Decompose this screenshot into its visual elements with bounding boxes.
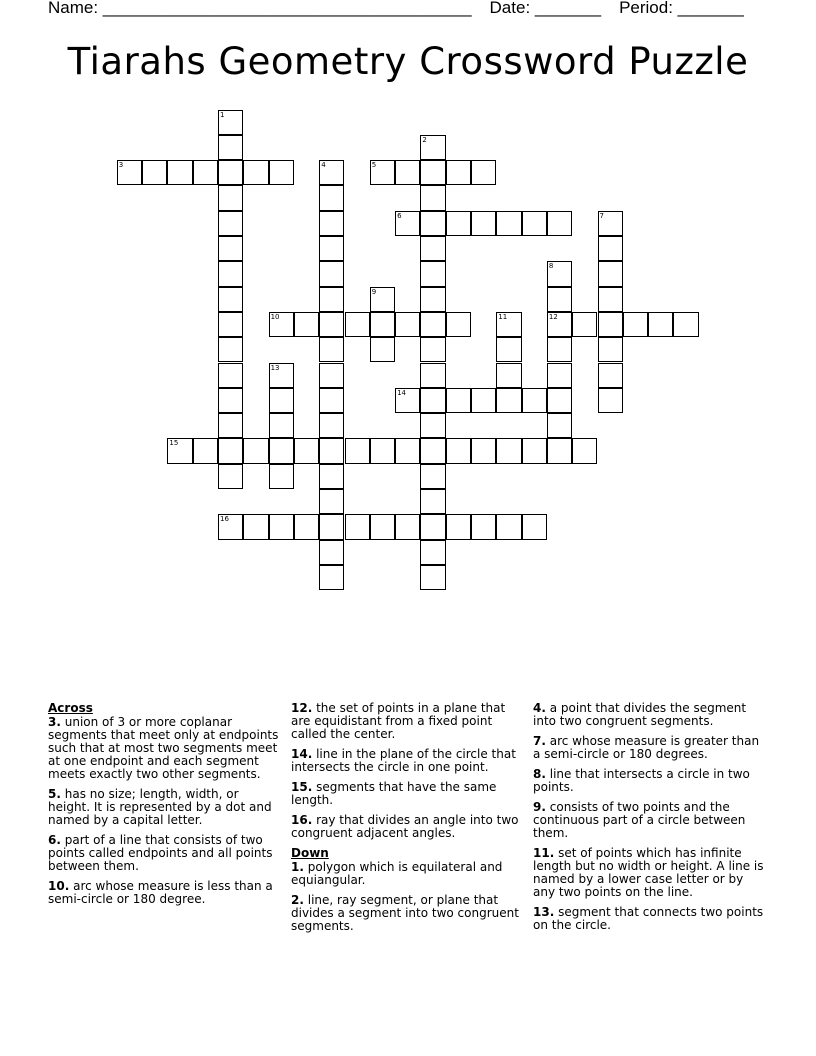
grid-cell[interactable]: [218, 211, 243, 236]
grid-cell[interactable]: [319, 514, 344, 539]
grid-cell[interactable]: [598, 337, 623, 362]
grid-cell[interactable]: [319, 540, 344, 565]
grid-cell[interactable]: [294, 514, 319, 539]
grid-cell[interactable]: [319, 261, 344, 286]
clues-column-1: [48, 702, 280, 913]
grid-cell[interactable]: [522, 438, 547, 463]
clue-item: [48, 716, 280, 781]
clue-item-number: 13.: [533, 905, 555, 919]
clue-item-text: segments that have the same length.: [291, 780, 497, 807]
grid-cell[interactable]: [395, 211, 420, 236]
grid-cell[interactable]: [117, 160, 142, 185]
clue-item: [533, 906, 765, 932]
grid-cell[interactable]: [522, 211, 547, 236]
grid-cell[interactable]: [572, 438, 597, 463]
grid-cell[interactable]: [218, 413, 243, 438]
grid-cell[interactable]: [471, 438, 496, 463]
grid-cell[interactable]: [420, 211, 445, 236]
grid-cell[interactable]: [218, 135, 243, 160]
grid-cell[interactable]: [142, 160, 167, 185]
grid-cell[interactable]: [319, 185, 344, 210]
grid-cell[interactable]: [598, 236, 623, 261]
grid-cell[interactable]: [446, 388, 471, 413]
clue-number: 15: [169, 439, 179, 448]
grid-cell[interactable]: [598, 261, 623, 286]
clue-number: 4: [321, 161, 326, 170]
grid-cell[interactable]: [547, 363, 572, 388]
grid-cell[interactable]: [218, 388, 243, 413]
date-field[interactable]: _______: [534, 0, 602, 17]
clue-number: 2: [422, 135, 427, 144]
clue-number: 1: [220, 110, 225, 119]
grid-cell[interactable]: [547, 287, 572, 312]
clue-item-number: 6.: [48, 833, 61, 847]
grid-cell[interactable]: [420, 413, 445, 438]
clue-item-number: 4.: [533, 701, 546, 715]
grid-cell[interactable]: [420, 337, 445, 362]
clue-item: [533, 735, 765, 761]
grid-cell[interactable]: [218, 312, 243, 337]
grid-cell[interactable]: [496, 211, 521, 236]
clue-item-number: 15.: [291, 780, 313, 794]
across-heading: Across: [48, 701, 93, 715]
grid-cell[interactable]: [269, 413, 294, 438]
grid-cell[interactable]: [319, 388, 344, 413]
clue-number: 3: [118, 161, 124, 170]
grid-cell[interactable]: [218, 514, 243, 539]
clue-item-text: ray that divides an angle into two congruent adjacent angles.: [291, 813, 519, 840]
clue-item-number: 9.: [533, 800, 546, 814]
grid-cell[interactable]: [547, 261, 572, 286]
grid-cell[interactable]: [420, 540, 445, 565]
grid-cell[interactable]: [471, 160, 496, 185]
name-field[interactable]: _______________________________________: [102, 0, 472, 17]
clues-column-2: [291, 702, 523, 940]
grid-cell[interactable]: [319, 363, 344, 388]
grid-cell[interactable]: [319, 236, 344, 261]
clue-item-text: line that intersects a circle in two points.: [533, 767, 750, 794]
grid-cell[interactable]: [420, 261, 445, 286]
grid-cell[interactable]: [319, 287, 344, 312]
name-label: Name:: [48, 0, 103, 17]
grid-cell[interactable]: [522, 388, 547, 413]
grid-cell[interactable]: [395, 312, 420, 337]
clue-item-text: the set of points in a plane that are equidistant from a fixed point called the center.: [291, 701, 506, 741]
grid-cell[interactable]: [446, 438, 471, 463]
clue-item-number: 11.: [533, 846, 555, 860]
student-info-line: [48, 0, 768, 20]
puzzle-title: Tiarahs Geometry Crossword Puzzle: [67, 40, 749, 83]
grid-cell[interactable]: [395, 438, 420, 463]
clue-number: 9: [371, 287, 377, 296]
grid-cell[interactable]: [420, 388, 445, 413]
clue-item: [291, 702, 523, 741]
down-heading: Down: [291, 846, 329, 860]
grid-cell[interactable]: [193, 438, 218, 463]
clue-item-number: 5.: [48, 787, 61, 801]
grid-cell[interactable]: [496, 388, 521, 413]
grid-cell[interactable]: [269, 464, 294, 489]
grid-cell[interactable]: [598, 388, 623, 413]
grid-cell[interactable]: [420, 363, 445, 388]
grid-cell[interactable]: [547, 438, 572, 463]
clue-item-number: 2.: [291, 893, 304, 907]
grid-cell[interactable]: [598, 211, 623, 236]
grid-cell[interactable]: [319, 312, 344, 337]
grid-cell[interactable]: [218, 185, 243, 210]
clue-number: 10: [270, 312, 280, 321]
grid-cell[interactable]: [218, 261, 243, 286]
grid-cell[interactable]: [218, 160, 243, 185]
clue-number: 5: [371, 161, 377, 170]
grid-cell[interactable]: [547, 337, 572, 362]
grid-cell[interactable]: [319, 413, 344, 438]
clue-number: 6: [397, 211, 402, 220]
date-label: Date:: [489, 0, 535, 17]
grid-cell[interactable]: [243, 514, 268, 539]
grid-cell[interactable]: [370, 438, 395, 463]
grid-cell[interactable]: [471, 388, 496, 413]
grid-cell[interactable]: [496, 312, 521, 337]
clue-item: [48, 834, 280, 873]
grid-cell[interactable]: [522, 514, 547, 539]
grid-cell[interactable]: [446, 312, 471, 337]
grid-cell[interactable]: [648, 312, 673, 337]
grid-cell[interactable]: [269, 438, 294, 463]
grid-cell[interactable]: [243, 160, 268, 185]
grid-cell[interactable]: [193, 160, 218, 185]
grid-cell[interactable]: [395, 160, 420, 185]
grid-cell[interactable]: [345, 438, 370, 463]
grid-cell[interactable]: [395, 388, 420, 413]
clues-column-3: [533, 702, 765, 939]
clue-item-text: line, ray segment, or plane that divides a segment into two congruent segments.: [291, 893, 519, 933]
grid-cell[interactable]: [370, 160, 395, 185]
grid-cell[interactable]: [218, 363, 243, 388]
grid-cell[interactable]: [269, 312, 294, 337]
grid-cell[interactable]: [218, 337, 243, 362]
clue-number: 16: [220, 515, 229, 524]
grid-cell[interactable]: [294, 438, 319, 463]
grid-cell[interactable]: [496, 363, 521, 388]
grid-cell[interactable]: [420, 565, 445, 590]
grid-cell[interactable]: [319, 337, 344, 362]
grid-cell[interactable]: [496, 438, 521, 463]
clue-item-text: arc whose measure is less than a semi-circle or 180 degree.: [48, 879, 273, 906]
grid-cell[interactable]: [598, 363, 623, 388]
grid-cell[interactable]: [370, 287, 395, 312]
clue-item-text: part of a line that consists of two points called endpoints and all points between them.: [48, 833, 273, 873]
clue-item-text: segment that connects two points on the circle.: [533, 905, 764, 932]
grid-cell[interactable]: [319, 489, 344, 514]
clue-item-text: polygon which is equilateral and equiangular.: [291, 860, 503, 887]
grid-cell[interactable]: [167, 438, 192, 463]
grid-cell[interactable]: [269, 363, 294, 388]
grid-cell[interactable]: [420, 489, 445, 514]
grid-cell[interactable]: [572, 312, 597, 337]
clue-item-number: 1.: [291, 860, 304, 874]
clue-item: [291, 814, 523, 840]
clue-number: 12: [548, 312, 558, 321]
clue-item-text: a point that divides the segment into two congruent segments.: [533, 701, 747, 728]
clue-item: [291, 748, 523, 774]
grid-cell[interactable]: [218, 438, 243, 463]
grid-cell[interactable]: [446, 211, 471, 236]
grid-cell[interactable]: [598, 312, 623, 337]
grid-cell[interactable]: [547, 413, 572, 438]
grid-cell[interactable]: [269, 514, 294, 539]
grid-cell[interactable]: [345, 514, 370, 539]
grid-cell[interactable]: [243, 438, 268, 463]
grid-cell[interactable]: [319, 565, 344, 590]
clue-number: 7: [599, 211, 604, 220]
grid-cell[interactable]: [496, 514, 521, 539]
grid-cell[interactable]: [395, 514, 420, 539]
grid-cell[interactable]: [420, 438, 445, 463]
clue-item-number: 12.: [291, 701, 313, 715]
clue-item-number: 3.: [48, 715, 61, 729]
period-field[interactable]: _______: [677, 0, 744, 17]
clue-item-text: set of points which has infinite length but no width or height. A line is named by a lower case letter or by any two points on the line.: [533, 846, 764, 899]
clue-number: 11: [498, 312, 508, 321]
period-label: Period:: [619, 0, 678, 17]
grid-cell[interactable]: [547, 211, 572, 236]
grid-cell[interactable]: [446, 514, 471, 539]
clue-item-text: arc whose measure is greater than a semi-circle or 180 degrees.: [533, 734, 760, 761]
grid-cell[interactable]: [370, 312, 395, 337]
grid-cell[interactable]: [496, 337, 521, 362]
grid-cell[interactable]: [370, 514, 395, 539]
grid-cell[interactable]: [420, 185, 445, 210]
clue-item: [533, 847, 765, 899]
clue-item: [533, 768, 765, 794]
grid-cell[interactable]: [218, 464, 243, 489]
clue-item: [291, 781, 523, 807]
clue-item: [48, 880, 280, 906]
grid-cell[interactable]: [218, 236, 243, 261]
clue-item-number: 8.: [533, 767, 546, 781]
grid-cell[interactable]: [319, 464, 344, 489]
grid-cell[interactable]: [623, 312, 648, 337]
clue-item: [291, 861, 523, 887]
clue-item-number: 16.: [291, 813, 313, 827]
grid-cell[interactable]: [471, 211, 496, 236]
grid-cell[interactable]: [269, 160, 294, 185]
grid-cell[interactable]: [294, 312, 319, 337]
grid-cell[interactable]: [673, 312, 698, 337]
clue-number: 13: [270, 363, 280, 372]
grid-cell[interactable]: [319, 211, 344, 236]
grid-cell[interactable]: [598, 287, 623, 312]
clue-item-text: union of 3 or more coplanar segments that meet only at endpoints such that at most two segments meet at one endpoint and each segment meets exactly two other segments.: [48, 715, 279, 781]
grid-cell[interactable]: [547, 388, 572, 413]
grid-cell[interactable]: [471, 514, 496, 539]
grid-cell[interactable]: [345, 312, 370, 337]
clue-item-text: line in the plane of the circle that intersects the circle in one point.: [291, 747, 516, 774]
grid-cell[interactable]: [420, 514, 445, 539]
clue-number: 14: [397, 388, 407, 397]
grid-cell[interactable]: [218, 287, 243, 312]
grid-cell[interactable]: [420, 160, 445, 185]
clue-item-text: consists of two points and the continuous part of a circle between them.: [533, 800, 746, 840]
clue-item-number: 10.: [48, 879, 70, 893]
clue-item: [291, 894, 523, 933]
clue-item-number: 7.: [533, 734, 546, 748]
grid-cell[interactable]: [547, 312, 572, 337]
clue-item: [533, 801, 765, 840]
grid-cell[interactable]: [218, 110, 243, 135]
grid-cell[interactable]: [420, 464, 445, 489]
grid-cell[interactable]: [420, 135, 445, 160]
clue-item-number: 14.: [291, 747, 313, 761]
grid-cell[interactable]: [420, 236, 445, 261]
grid-cell[interactable]: [446, 160, 471, 185]
grid-cell[interactable]: [269, 388, 294, 413]
clue-number: 8: [548, 262, 554, 271]
grid-cell[interactable]: [420, 312, 445, 337]
grid-cell[interactable]: [319, 438, 344, 463]
clue-item-text: has no size; length, width, or height. It is represented by a dot and named by a capital letter.: [48, 787, 272, 827]
grid-cell[interactable]: [167, 160, 192, 185]
clue-item: [48, 788, 280, 827]
grid-cell[interactable]: [420, 287, 445, 312]
grid-cell[interactable]: [370, 337, 395, 362]
clue-item: [533, 702, 765, 728]
grid-cell[interactable]: [319, 160, 344, 185]
